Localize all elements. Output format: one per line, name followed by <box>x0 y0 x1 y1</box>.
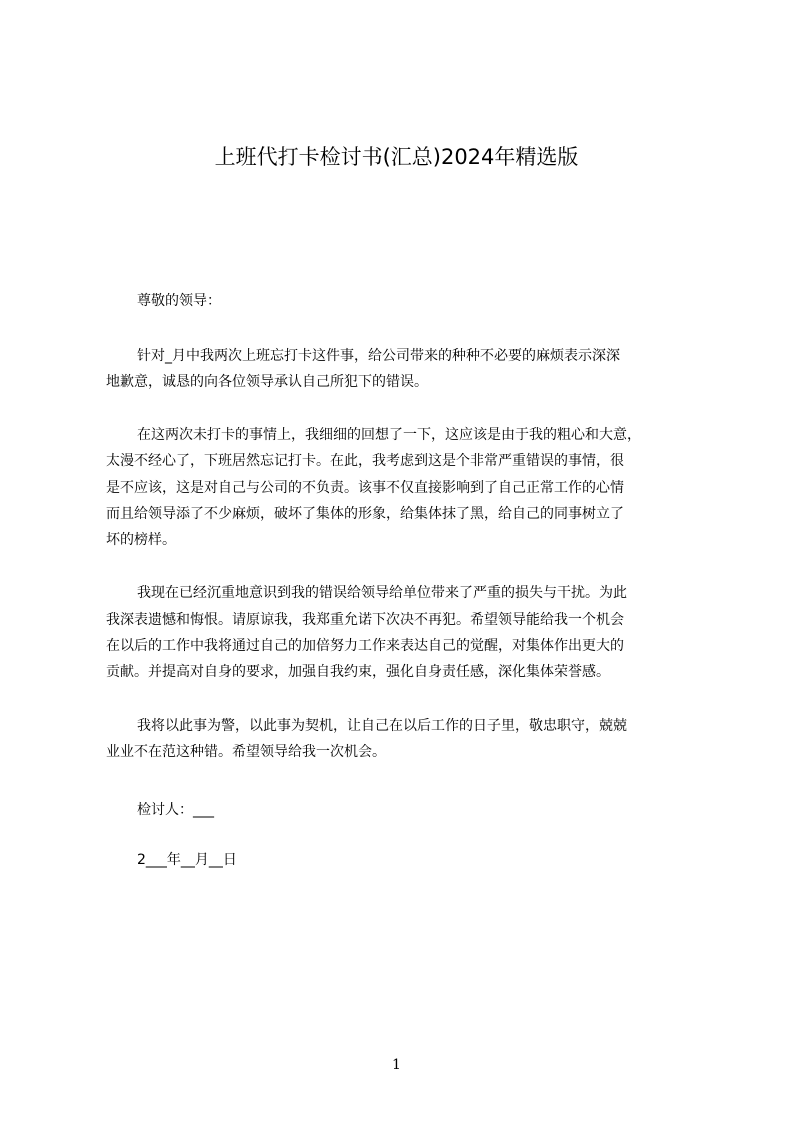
paragraph-line: 太漫不经心了，下班居然忘记打卡。在此，我考虑到这是个非常严重错误的事情，很 <box>106 453 624 469</box>
date-line: 2___年__月__日 <box>137 852 237 868</box>
paragraph-line: 我将以此事为警，以此事为契机，让自己在以后工作的日子里，敬忠职守，兢兢 <box>137 718 627 734</box>
paragraph-line: 在以后的工作中我将通过自己的加倍努力工作来表达自己的觉醒，对集体作出更大的 <box>106 638 624 654</box>
paragraph-line: 业业不在范这种错。希望领导给我一次机会。 <box>106 744 386 760</box>
paragraph-line: 地歉意，诚恳的向各位领导承认自己所犯下的错误。 <box>106 374 428 390</box>
paragraph-line: 而且给领导添了不少麻烦，破坏了集体的形象，给集体抹了黑，给自己的同事树立了 <box>106 506 624 522</box>
paragraph-line: 我现在已经沉重地意识到我的错误给领导给单位带来了严重的损失与干扰。为此 <box>137 585 627 601</box>
page-number: 1 <box>392 1057 401 1073</box>
document-title: 上班代打卡检讨书(汇总)2024年精选版 <box>214 145 579 169</box>
paragraph-line: 是不应该，这是对自己与公司的不负责。该事不仅直接影响到了自己正常工作的心情 <box>106 480 624 496</box>
paragraph-line: 我深表遗憾和悔恨。请原谅我，我郑重允诺下次决不再犯。希望领导能给我一个机会 <box>106 612 624 628</box>
paragraph-line: 针对_月中我两次上班忘打卡这件事，给公司带来的种种不必要的麻烦表示深深 <box>137 348 620 364</box>
paragraph-line: 贡献。并提高对自身的要求，加强自我约束，强化自身责任感，深化集体荣誉感。 <box>106 664 610 680</box>
signature-line: 检讨人：___ <box>137 802 214 818</box>
paragraph-line: 坏的榜样。 <box>106 532 176 548</box>
paragraph-line: 在这两次未打卡的事情上，我细细的回想了一下，这应该是由于我的粗心和大意， <box>137 427 641 443</box>
greeting: 尊敬的领导： <box>137 293 221 309</box>
